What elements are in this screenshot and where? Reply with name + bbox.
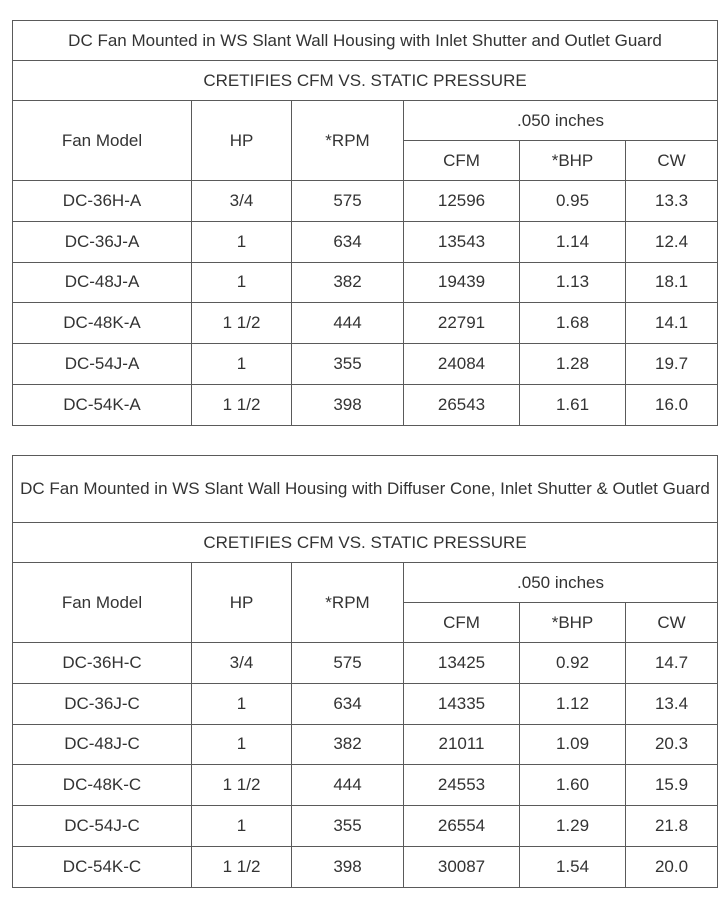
cell-rpm: 355 (292, 344, 404, 385)
header-cw: CW (626, 603, 718, 643)
table-title: DC Fan Mounted in WS Slant Wall Housing with Diffuser Cone, Inlet Shutter & Outlet Guard (13, 456, 718, 523)
cell-model: DC-48K-A (13, 303, 192, 344)
header-bhp: *BHP (520, 141, 626, 181)
header-bhp: *BHP (520, 603, 626, 643)
cell-cw: 19.7 (626, 344, 718, 385)
cell-cfm: 30087 (404, 846, 520, 887)
cell-model: DC-36J-C (13, 683, 192, 724)
cell-cw: 13.3 (626, 181, 718, 222)
fan-spec-table-inlet-shutter (12, 20, 718, 426)
cell-cw: 15.9 (626, 765, 718, 806)
cell-cfm: 12596 (404, 181, 520, 222)
cell-hp: 1 (192, 262, 292, 303)
header-cfm: CFM (404, 141, 520, 181)
header-fan-model: Fan Model (13, 101, 192, 181)
cell-rpm: 382 (292, 724, 404, 765)
header-rpm: *RPM (292, 101, 404, 181)
cell-bhp: 1.29 (520, 806, 626, 847)
table-row (13, 846, 718, 887)
header-hp: HP (192, 101, 292, 181)
table-row (13, 181, 718, 222)
header-cw: CW (626, 141, 718, 181)
cell-hp: 1 (192, 683, 292, 724)
cell-hp: 3/4 (192, 643, 292, 684)
cell-hp: 1 (192, 221, 292, 262)
cell-cw: 20.3 (626, 724, 718, 765)
cell-cw: 20.0 (626, 846, 718, 887)
cell-cfm: 26554 (404, 806, 520, 847)
table-title: DC Fan Mounted in WS Slant Wall Housing with Inlet Shutter and Outlet Guard (13, 21, 718, 61)
cell-hp: 1 (192, 724, 292, 765)
cell-rpm: 634 (292, 221, 404, 262)
cell-rpm: 634 (292, 683, 404, 724)
cell-rpm: 382 (292, 262, 404, 303)
cell-model: DC-36J-A (13, 221, 192, 262)
cell-cw: 21.8 (626, 806, 718, 847)
cell-model: DC-36H-A (13, 181, 192, 222)
cell-rpm: 444 (292, 765, 404, 806)
cell-hp: 3/4 (192, 181, 292, 222)
cell-model: DC-48K-C (13, 765, 192, 806)
cell-cfm: 22791 (404, 303, 520, 344)
cell-cw: 13.4 (626, 683, 718, 724)
cell-bhp: 0.92 (520, 643, 626, 684)
header-static-pressure: .050 inches (404, 101, 718, 141)
cell-rpm: 444 (292, 303, 404, 344)
table-row (13, 344, 718, 385)
fan-spec-table-diffuser-cone (12, 455, 718, 888)
cell-cfm: 13425 (404, 643, 520, 684)
cell-rpm: 575 (292, 181, 404, 222)
cell-hp: 1 1/2 (192, 765, 292, 806)
cell-bhp: 1.68 (520, 303, 626, 344)
header-hp: HP (192, 563, 292, 643)
cell-cw: 18.1 (626, 262, 718, 303)
cell-bhp: 1.61 (520, 384, 626, 425)
header-cfm: CFM (404, 603, 520, 643)
table-row (13, 262, 718, 303)
cell-rpm: 575 (292, 643, 404, 684)
table-subtitle: CRETIFIES CFM VS. STATIC PRESSURE (13, 61, 718, 101)
cell-hp: 1 1/2 (192, 846, 292, 887)
cell-model: DC-54J-C (13, 806, 192, 847)
cell-rpm: 398 (292, 384, 404, 425)
cell-hp: 1 1/2 (192, 384, 292, 425)
cell-hp: 1 (192, 344, 292, 385)
cell-cfm: 14335 (404, 683, 520, 724)
cell-rpm: 355 (292, 806, 404, 847)
cell-cfm: 19439 (404, 262, 520, 303)
cell-cw: 12.4 (626, 221, 718, 262)
table-row (13, 765, 718, 806)
cell-cw: 16.0 (626, 384, 718, 425)
cell-cfm: 13543 (404, 221, 520, 262)
cell-model: DC-54J-A (13, 344, 192, 385)
cell-model: DC-54K-C (13, 846, 192, 887)
cell-model: DC-36H-C (13, 643, 192, 684)
cell-rpm: 398 (292, 846, 404, 887)
cell-bhp: 1.09 (520, 724, 626, 765)
table-row (13, 643, 718, 684)
cell-cfm: 26543 (404, 384, 520, 425)
cell-model: DC-48J-C (13, 724, 192, 765)
cell-bhp: 1.14 (520, 221, 626, 262)
cell-hp: 1 1/2 (192, 303, 292, 344)
cell-bhp: 0.95 (520, 181, 626, 222)
cell-cfm: 21011 (404, 724, 520, 765)
cell-cfm: 24084 (404, 344, 520, 385)
header-rpm: *RPM (292, 563, 404, 643)
header-static-pressure: .050 inches (404, 563, 718, 603)
table-row (13, 221, 718, 262)
cell-bhp: 1.12 (520, 683, 626, 724)
table-row (13, 724, 718, 765)
cell-cfm: 24553 (404, 765, 520, 806)
header-fan-model: Fan Model (13, 563, 192, 643)
cell-bhp: 1.13 (520, 262, 626, 303)
table-row (13, 683, 718, 724)
table-subtitle: CRETIFIES CFM VS. STATIC PRESSURE (13, 523, 718, 563)
cell-model: DC-54K-A (13, 384, 192, 425)
cell-cw: 14.7 (626, 643, 718, 684)
cell-hp: 1 (192, 806, 292, 847)
table-row (13, 806, 718, 847)
cell-bhp: 1.28 (520, 344, 626, 385)
cell-bhp: 1.54 (520, 846, 626, 887)
table-row (13, 303, 718, 344)
cell-model: DC-48J-A (13, 262, 192, 303)
cell-bhp: 1.60 (520, 765, 626, 806)
cell-cw: 14.1 (626, 303, 718, 344)
table-row (13, 384, 718, 425)
